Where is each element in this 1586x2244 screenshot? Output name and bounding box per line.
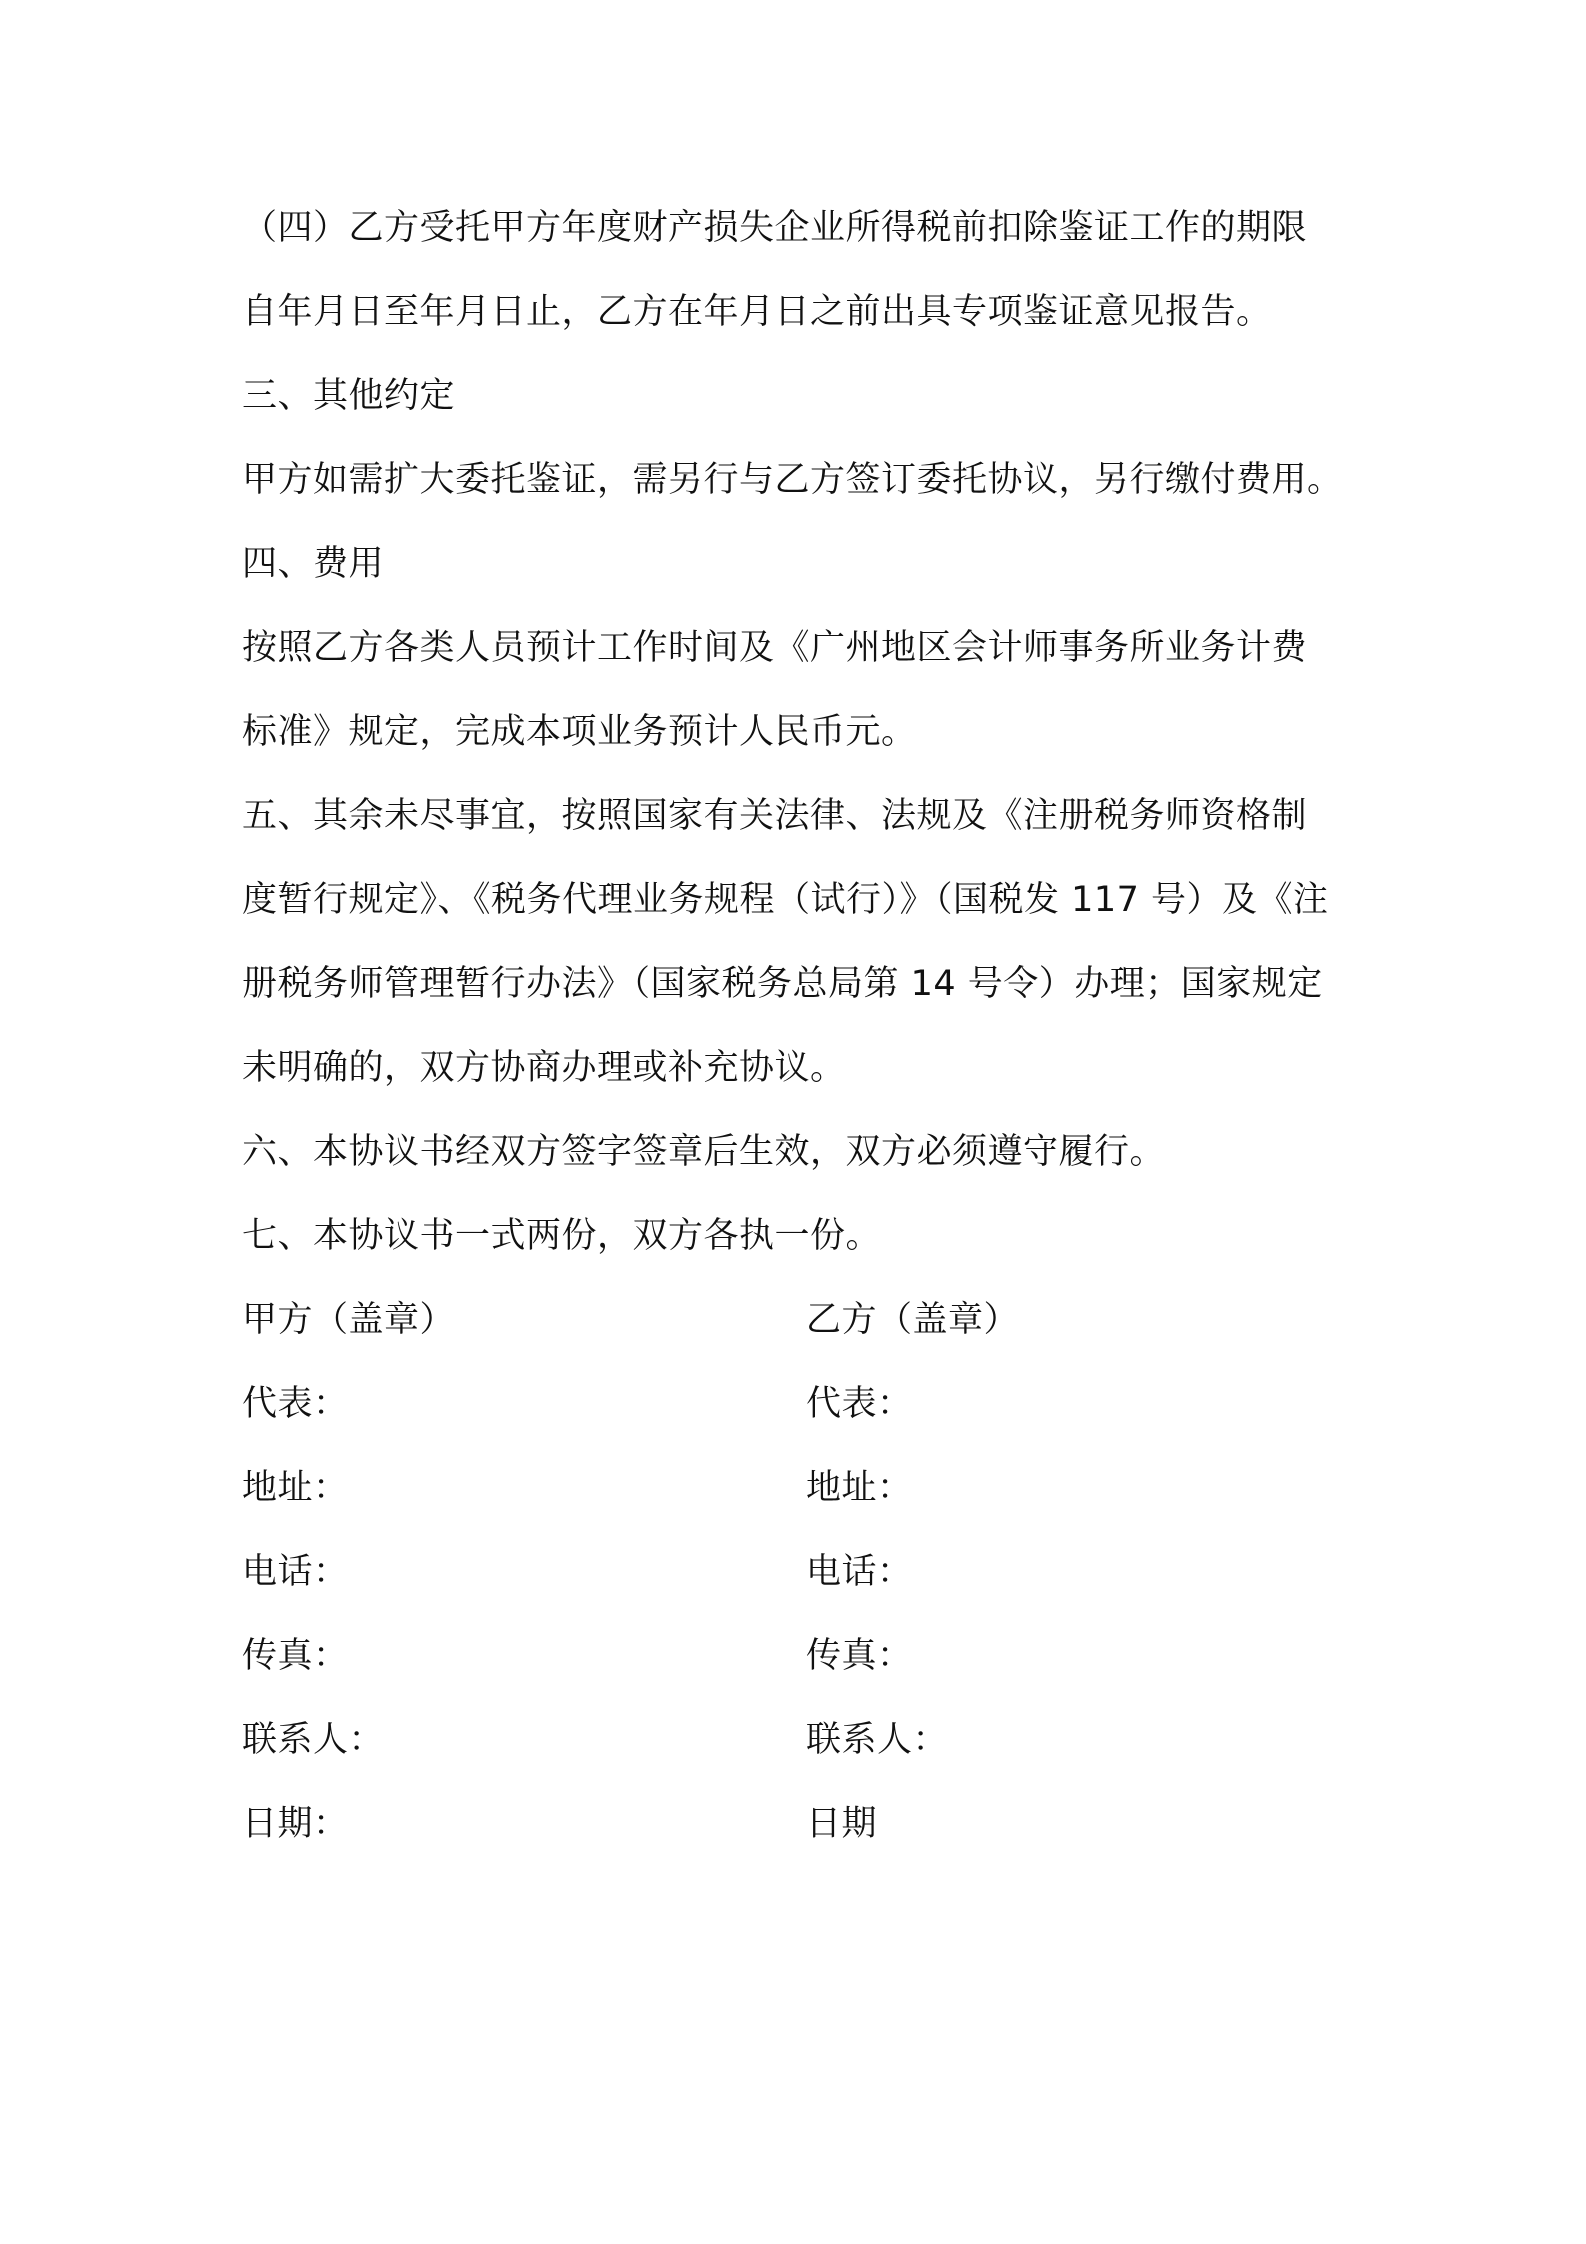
party-a-representative: 代表：	[242, 1384, 349, 1424]
party-a-contact: 联系人：	[242, 1720, 385, 1760]
party-b-contact: 联系人：	[806, 1720, 949, 1760]
paragraph-fees-cont: 标准》规定，完成本项业务预计人民币元。	[242, 712, 917, 752]
party-a-date: 日期：	[242, 1804, 349, 1844]
paragraph-clause-five-cont-3: 未明确的，双方协商办理或补充协议。	[242, 1048, 846, 1088]
heading-fees: 四、费用	[242, 544, 385, 584]
party-a-seal: 甲方（盖章）	[242, 1300, 456, 1340]
party-b-fax: 传真：	[806, 1636, 913, 1676]
party-b-representative: 代表：	[806, 1384, 913, 1424]
paragraph-clause-six: 六、本协议书经双方签字签章后生效，双方必须遵守履行。	[242, 1132, 1166, 1172]
paragraph-fees: 按照乙方各类人员预计工作时间及《广州地区会计师事务所业务计费	[242, 628, 1308, 668]
paragraph-clause-five: 五、其余未尽事宜，按照国家有关法律、法规及《注册税务师资格制	[242, 796, 1308, 836]
paragraph-clause-five-cont-2: 册税务师管理暂行办法》（国家税务总局第 14 号令）办理；国家规定	[242, 964, 1323, 1004]
paragraph-clause-seven: 七、本协议书一式两份，双方各执一份。	[242, 1216, 882, 1256]
party-b-date: 日期	[806, 1804, 878, 1844]
heading-other-agreements: 三、其他约定	[242, 376, 456, 416]
party-b-phone: 电话：	[806, 1552, 913, 1592]
party-a-fax: 传真：	[242, 1636, 349, 1676]
paragraph-term-clause-cont: 自年月日至年月日止，乙方在年月日之前出具专项鉴证意见报告。	[242, 292, 1272, 332]
paragraph-clause-five-cont-1: 度暂行规定》、《税务代理业务规程（试行）》（国税发 117 号）及《注	[242, 880, 1329, 920]
party-a-phone: 电话：	[242, 1552, 349, 1592]
party-b-address: 地址：	[806, 1468, 913, 1508]
party-b-seal: 乙方（盖章）	[806, 1300, 1020, 1340]
paragraph-term-clause: （四）乙方受托甲方年度财产损失企业所得税前扣除鉴证工作的期限	[242, 208, 1308, 248]
party-a-address: 地址：	[242, 1468, 349, 1508]
paragraph-other-agreements: 甲方如需扩大委托鉴证，需另行与乙方签订委托协议，另行缴付费用。	[242, 460, 1343, 500]
